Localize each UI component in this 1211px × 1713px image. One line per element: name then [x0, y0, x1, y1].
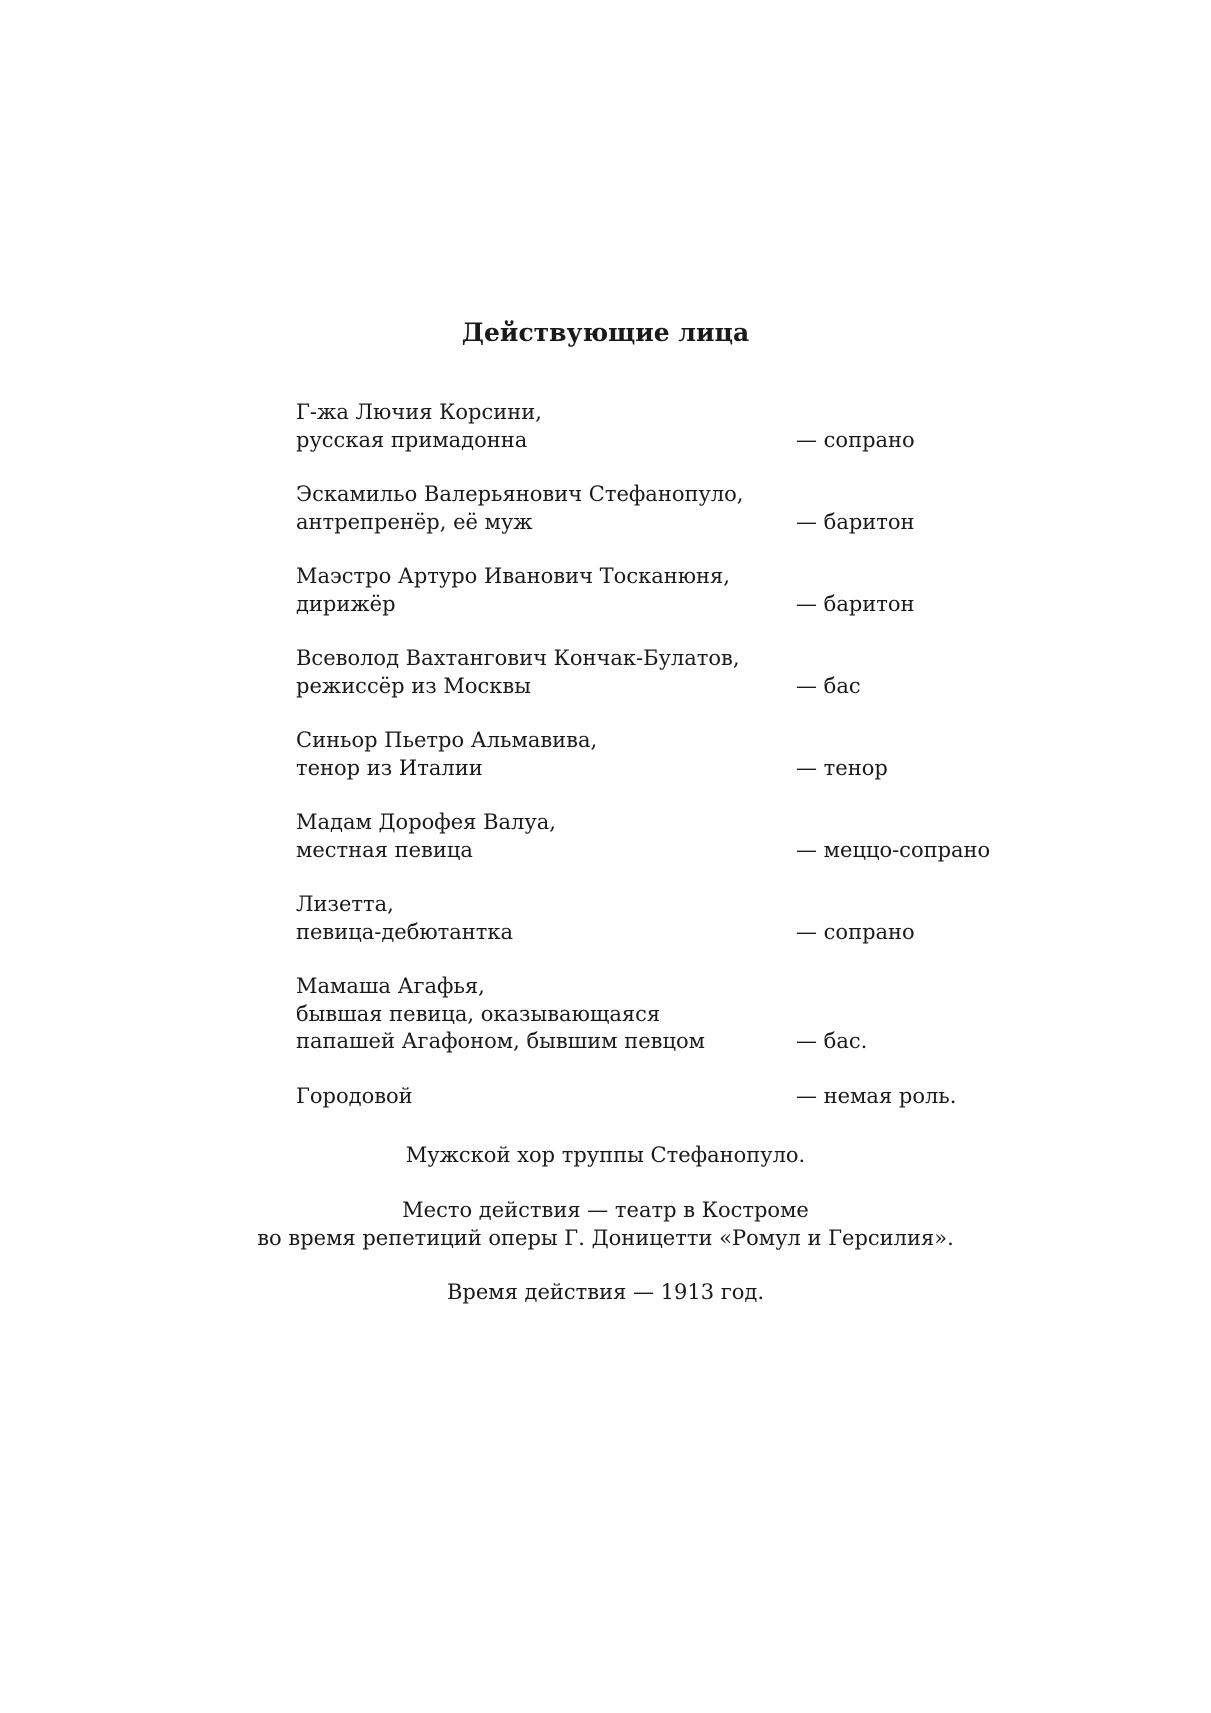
- cast-entry: [296, 645, 1016, 700]
- cast-entry: [296, 563, 1016, 618]
- cast-entry-voice: — баритон: [796, 591, 915, 616]
- cast-entry-description: [296, 973, 786, 1056]
- cast-entry-voice: — бас.: [796, 1029, 868, 1053]
- time-note: [0, 1279, 1211, 1307]
- page-title: Действующие лица: [461, 318, 750, 347]
- place-text-line: во время репетиций оперы Г. Доницетти «Ромул и Герсилия».: [257, 1225, 954, 1250]
- cast-entry-voice: — тенор: [796, 755, 888, 780]
- cast-entry-line: папашей Агафоном, бывшим певцом: [296, 1029, 705, 1053]
- cast-entry-description: [296, 481, 786, 536]
- cast-entry: [296, 399, 1016, 454]
- cast-entry: [296, 481, 1016, 536]
- cast-entry-line: русская примадонна: [296, 427, 528, 452]
- cast-entry-line: дирижёр: [296, 591, 396, 616]
- cast-entry-voice: — меццо-сопрано: [796, 837, 991, 862]
- cast-entry-description: [296, 891, 786, 946]
- cast-entry: [296, 973, 1016, 1056]
- cast-entry-voice: — сопрано: [796, 427, 915, 452]
- cast-entry-voice: — бас: [796, 673, 861, 698]
- cast-entry-description: [296, 563, 786, 618]
- cast-entry-line: Городовой: [296, 1083, 413, 1108]
- cast-entry: [296, 727, 1016, 782]
- cast-entry-voice: — немая роль.: [796, 1083, 957, 1108]
- cast-entry-line: тенор из Италии: [296, 755, 483, 780]
- cast-entry-line: Г-жа Лючия Корсини,: [296, 400, 542, 424]
- chorus-note: [0, 1142, 1211, 1170]
- cast-entry-line: Синьор Пьетро Альмавива,: [296, 728, 598, 752]
- cast-entry-voice: — сопрано: [796, 919, 915, 944]
- cast-entry-line: Мамаша Агафья,: [296, 974, 485, 998]
- cast-entry-description: [296, 645, 786, 700]
- cast-entry-line: Лизетта,: [296, 892, 394, 916]
- cast-entry-line: Эскамильо Валерьянович Стефанопуло,: [296, 482, 744, 506]
- cast-entry-line: Всеволод Вахтангович Кончак-Булатов,: [296, 646, 740, 670]
- cast-entry-voice: — баритон: [796, 509, 915, 534]
- cast-entry-description: [296, 809, 786, 864]
- cast-entry-description: [296, 727, 786, 782]
- cast-entry-line: бывшая певица, оказывающаяся: [296, 1001, 661, 1026]
- cast-entry-line: режиссёр из Москвы: [296, 673, 531, 698]
- chorus-text: Мужской хор труппы Стефанопуло.: [405, 1143, 806, 1167]
- cast-entry-line: Маэстро Артуро Иванович Тосканюня,: [296, 564, 730, 588]
- place-note: [0, 1197, 1211, 1252]
- time-text: Время действия — 1913 год.: [446, 1280, 765, 1304]
- cast-entry-line: антрепренёр, её муж: [296, 509, 533, 534]
- cast-entry: [296, 891, 1016, 946]
- cast-entry-description: [296, 399, 786, 454]
- cast-entry-line: местная певица: [296, 837, 473, 862]
- cast-entry-description: [296, 1083, 786, 1111]
- cast-entry-line: певица-дебютантка: [296, 919, 514, 944]
- cast-entry-line: Мадам Дорофея Валуа,: [296, 810, 556, 834]
- cast-entry: [296, 1083, 1016, 1111]
- cast-entry: [296, 809, 1016, 864]
- cast-list: [296, 399, 1016, 1137]
- place-text-line: Место действия — театр в Костроме: [402, 1198, 809, 1222]
